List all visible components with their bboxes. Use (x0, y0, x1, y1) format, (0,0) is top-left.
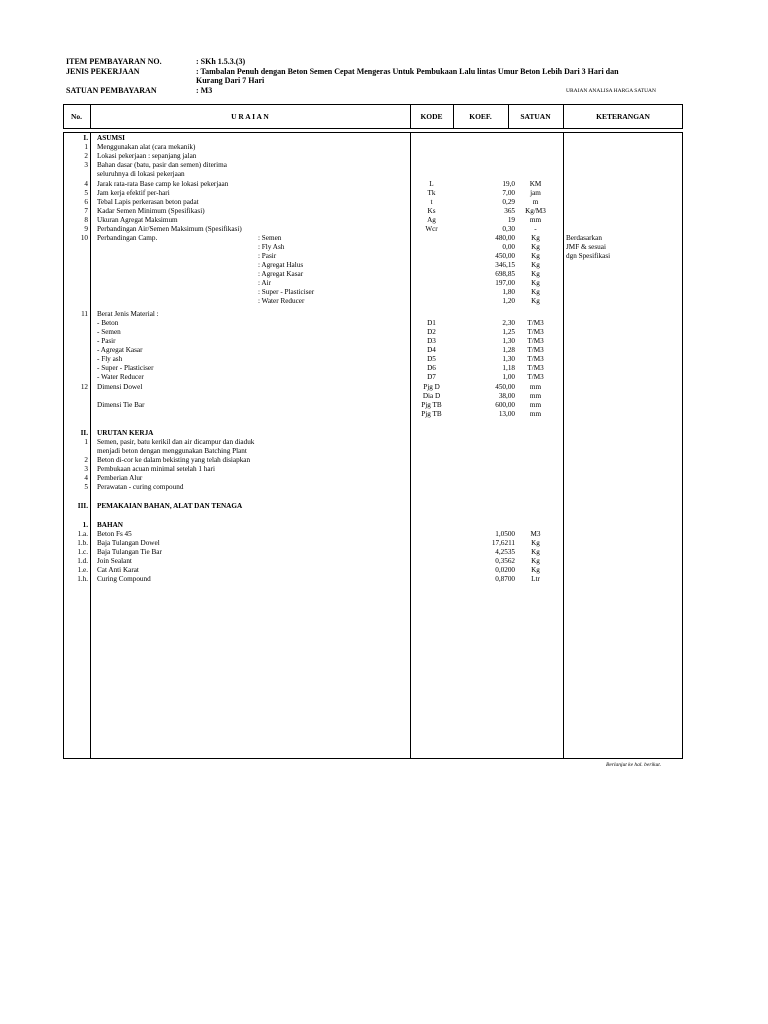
row-coefficient: 17,6211 (491, 539, 515, 547)
row-unit: T/M3 (527, 328, 544, 336)
row-unit: T/M3 (527, 337, 544, 345)
row-sub-item: : Pasir (258, 252, 277, 260)
row-coefficient: 197,00 (495, 279, 515, 287)
row-coefficient: 480,00 (495, 234, 515, 242)
row-description: Berat Jenis Material : (97, 310, 159, 318)
row-description: Pemberian Alur (97, 474, 143, 482)
row-number: 1 (84, 143, 88, 151)
row-coefficient: 1,28 (502, 346, 515, 354)
row-description: Ukuran Agregat Maksimum (97, 216, 178, 224)
row-coefficient: 0,30 (502, 225, 515, 233)
row-description: - Beton (97, 319, 119, 327)
row-coefficient: 0,29 (502, 198, 515, 206)
row-code: D4 (427, 346, 436, 354)
row-description: Baja Tulangan Tie Bar (97, 548, 162, 556)
row-unit: mm (529, 401, 542, 409)
row-coefficient: 7,00 (502, 189, 515, 197)
row-number: I. (83, 134, 88, 142)
body-divider-satuan (563, 132, 564, 759)
row-description: - Pasir (97, 337, 116, 345)
row-number: 7 (84, 207, 88, 215)
row-unit: M3 (530, 530, 541, 538)
row-number: 4 (84, 180, 88, 188)
row-code: Pjg TB (421, 401, 442, 409)
row-unit: Kg (531, 557, 540, 565)
row-description: BAHAN (97, 521, 123, 529)
row-code: D5 (427, 355, 436, 363)
row-description: - Semen (97, 328, 121, 336)
row-description: Pembukaan acuan minimal setelah 1 hari (97, 465, 215, 473)
row-number: III. (77, 502, 88, 510)
row-coefficient: 2,30 (502, 319, 515, 327)
row-description: Lokasi pekerjaan : sepanjang jalan (97, 152, 197, 160)
row-description: Perawatan - curing compound (97, 483, 184, 491)
row-code: Pjg TB (421, 410, 442, 418)
row-unit: T/M3 (527, 364, 544, 372)
row-number: 2 (84, 456, 88, 464)
row-number: 1. (82, 521, 88, 529)
row-number: 4 (84, 474, 88, 482)
column-header-satuan: SATUAN (520, 112, 551, 121)
row-unit: - (534, 225, 537, 233)
column-header-no: No. (70, 112, 83, 121)
row-code: Tk (427, 189, 436, 197)
row-unit: jam (530, 189, 541, 197)
row-coefficient: 1,20 (502, 297, 515, 305)
row-code: L (429, 180, 434, 188)
row-code: D1 (427, 319, 436, 327)
row-coefficient: 1,80 (502, 288, 515, 296)
row-sub-item: : Water Reducer (258, 297, 305, 305)
row-unit: Kg (531, 297, 540, 305)
row-code: Ks (427, 207, 436, 215)
row-number: 11 (81, 310, 88, 318)
jenis-label: JENIS PEKERJAAN (66, 67, 140, 76)
row-coefficient: 19,0 (502, 180, 515, 188)
column-header-koef: KOEF. (469, 112, 492, 121)
row-unit: Kg (531, 566, 540, 574)
row-number: 10 (80, 234, 88, 242)
row-coefficient: 698,85 (495, 270, 515, 278)
row-coefficient: 365 (504, 207, 515, 215)
row-coefficient: 346,15 (495, 261, 515, 269)
row-unit: Kg (531, 288, 540, 296)
continued-note: Berlanjut ke hal. berikut. (606, 762, 662, 768)
row-number: 5 (84, 189, 88, 197)
row-code: D3 (427, 337, 436, 345)
row-unit: mm (529, 216, 542, 224)
row-description: Join Sealant (97, 557, 132, 565)
row-coefficient: 1,00 (502, 373, 515, 381)
row-number: 9 (84, 225, 88, 233)
row-description: Curing Compound (97, 575, 151, 583)
row-coefficient: 450,00 (495, 383, 515, 391)
row-number: 1.h. (77, 575, 88, 583)
row-coefficient: 13,00 (498, 410, 515, 418)
item-value: : SKh 1.5.3.(3) (196, 57, 246, 66)
row-number: 1 (84, 438, 88, 446)
row-code: Ag (427, 216, 436, 224)
row-unit: mm (529, 383, 542, 391)
row-coefficient: 4,2535 (495, 548, 515, 556)
row-coefficient: 1,18 (502, 364, 515, 372)
row-coefficient: 1,25 (502, 328, 515, 336)
row-description: PEMAKAIAN BAHAN, ALAT DAN TENAGA (97, 502, 243, 510)
row-description: Dimensi Dowel (97, 383, 143, 391)
row-coefficient: 1,30 (502, 337, 515, 345)
row-coefficient: 0,3562 (495, 557, 515, 565)
row-description: Beton di-cor ke dalam bekisting yang telah disiapkan (97, 456, 251, 464)
row-number: 1.b. (77, 539, 88, 547)
row-coefficient: 0,0200 (495, 566, 515, 574)
row-number: 6 (84, 198, 88, 206)
row-sub-item: : Semen (258, 234, 282, 242)
row-description: - Water Reducer (97, 373, 144, 381)
item-label: ITEM PEMBAYARAN NO. (66, 57, 162, 66)
row-unit: Kg/M3 (525, 207, 546, 215)
row-coefficient: 0,00 (502, 243, 515, 251)
row-code: D7 (427, 373, 436, 381)
row-coefficient: 0,8700 (495, 575, 515, 583)
row-code: D6 (427, 364, 436, 372)
row-unit: Ltr (531, 575, 540, 583)
row-description: Tebal Lapis perkerasan beton padat (97, 198, 199, 206)
row-number: 3 (84, 161, 88, 169)
column-header-keterangan: KETERANGAN (596, 112, 650, 121)
row-number: 1.c. (77, 548, 88, 556)
row-unit: T/M3 (527, 373, 544, 381)
row-sub-item: : Agregat Halus (258, 261, 304, 269)
row-description: - Agregat Kasar (97, 346, 143, 354)
row-description: Semen, pasir, batu kerikil dan air dicampur dan diaduk (97, 438, 255, 446)
row-unit: Kg (531, 279, 540, 287)
row-unit: mm (529, 410, 542, 418)
row-coefficient: 38,00 (498, 392, 515, 400)
row-unit: T/M3 (527, 346, 544, 354)
row-unit: Kg (531, 270, 540, 278)
row-unit: Kg (531, 234, 540, 242)
satuan-value: : M3 (196, 86, 213, 95)
row-number: 3 (84, 465, 88, 473)
row-description: - Fly ash (97, 355, 123, 363)
row-number: II. (80, 429, 88, 437)
row-description: Beton Fs 45 (97, 530, 132, 538)
row-description: Perbandingan Camp. (97, 234, 158, 242)
row-number: 1.e. (77, 566, 88, 574)
row-sub-item: : Agregat Kasar (258, 270, 304, 278)
row-unit: Kg (531, 243, 540, 251)
row-unit: Kg (531, 252, 540, 260)
row-remark: Berdasarkan (566, 234, 602, 242)
row-number: 5 (84, 483, 88, 491)
row-code: Wcr (425, 225, 438, 233)
row-number: 1.a. (77, 530, 88, 538)
row-sub-item: : Super - Plasticiser (258, 288, 315, 296)
row-description: seluruhnya di lokasi pekerjaan (97, 170, 185, 178)
row-description: ASUMSI (97, 134, 125, 142)
row-unit: T/M3 (527, 319, 544, 327)
row-sub-item: : Fly Ash (258, 243, 285, 251)
body-divider-no (90, 132, 91, 759)
row-code: Pjg D (423, 383, 440, 391)
row-description: Jam kerja efektif per-hari (97, 189, 170, 197)
row-unit: Kg (531, 261, 540, 269)
column-header-kode: KODE (420, 112, 443, 121)
row-description: Dimensi Tie Bar (97, 401, 145, 409)
row-number: 12 (80, 383, 88, 391)
row-remark: dgn Spesifikasi (566, 252, 611, 260)
row-number: 2 (84, 152, 88, 160)
row-unit: m (532, 198, 539, 206)
row-description: Cat Anti Karat (97, 566, 139, 574)
row-description: Perbandingan Air/Semen Maksimum (Spesifikasi) (97, 225, 242, 233)
row-code: Dia D (422, 392, 441, 400)
row-unit: Kg (531, 539, 540, 547)
row-description: URUTAN KERJA (97, 429, 154, 437)
row-remark: JMF & sesuai (566, 243, 606, 251)
row-description: - Super - Plasticiser (97, 364, 154, 372)
row-code: t (430, 198, 433, 206)
row-coefficient: 600,00 (495, 401, 515, 409)
row-coefficient: 1,0500 (495, 530, 515, 538)
row-description: Menggunakan alat (cara mekanik) (97, 143, 196, 151)
row-unit: mm (529, 392, 542, 400)
row-description: menjadi beton dengan menggunakan Batching Plant (97, 447, 247, 455)
row-number: 8 (84, 216, 88, 224)
row-code: D2 (427, 328, 436, 336)
column-header-uraian: U R A I A N (231, 112, 269, 121)
row-number: 1.d. (77, 557, 88, 565)
jenis-value-line-2: Kurang Dari 7 Hari (196, 76, 265, 85)
jenis-value-line-1: : Tambalan Penuh dengan Beton Semen Cepat Mengeras Untuk Pembukaan Lalu lintas Umur Beton Lebih Dari 3 Hari dan (196, 67, 619, 76)
row-description: Kadar Semen Minimum (Spesifikasi) (97, 207, 205, 215)
row-sub-item: : Air (258, 279, 271, 287)
row-unit: T/M3 (527, 355, 544, 363)
row-description: Baja Tulangan Dowel (97, 539, 160, 547)
row-coefficient: 450,00 (495, 252, 515, 260)
row-description: Jarak rata-rata Base camp ke lokasi pekerjaan (97, 180, 229, 188)
row-description: Bahan dasar (batu, pasir dan semen) diterima (97, 161, 227, 169)
doc-subtitle: URAIAN ANALISA HARGA SATUAN (566, 88, 656, 94)
row-unit: Kg (531, 548, 540, 556)
row-coefficient: 19 (507, 216, 515, 224)
satuan-label: SATUAN PEMBAYARAN (66, 86, 157, 95)
row-unit: KM (529, 180, 542, 188)
row-coefficient: 1,30 (502, 355, 515, 363)
